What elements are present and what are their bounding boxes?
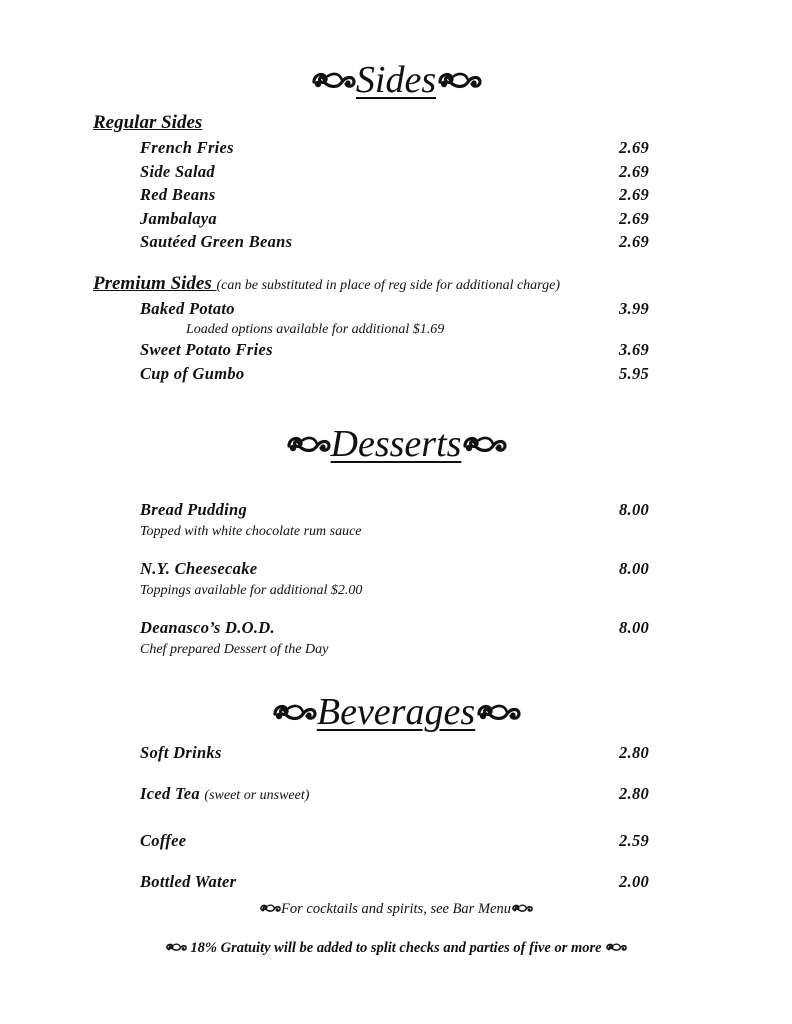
- beverages-heading: [0, 690, 792, 734]
- menu-item-note: (sweet or unsweet): [204, 788, 310, 803]
- menu-item-name: Cup of Gumbo: [140, 364, 245, 383]
- menu-item-description: Loaded options available for additional $1.69: [186, 322, 445, 337]
- scroll-flourish-icon: [310, 68, 356, 92]
- menu-item-price: 2.80: [619, 784, 650, 803]
- menu-item-name: Jambalaya: [140, 209, 217, 228]
- bar-menu-note: For cocktails and spirits, see Bar Menu: [281, 901, 511, 917]
- menu-item-name: [140, 784, 309, 804]
- menu-item-name: Bottled Water: [140, 872, 237, 891]
- menu-item-name: Coffee: [140, 831, 187, 850]
- menu-item-description: Toppings available for additional $2.00: [140, 583, 363, 598]
- menu-item-price: 8.00: [619, 559, 650, 578]
- gratuity-notice: [0, 940, 792, 957]
- scroll-flourish-icon: [259, 902, 281, 914]
- menu-item-price: 2.69: [619, 232, 650, 251]
- menu-item-description: Chef prepared Dessert of the Day: [140, 642, 329, 657]
- scroll-flourish-icon: [285, 432, 331, 456]
- regular-sides-label: Regular Sides: [93, 112, 203, 133]
- premium-sides-label: Premium Sides: [93, 273, 212, 294]
- gratuity-text: 18% Gratuity will be added to split checks and parties of five or more: [190, 940, 602, 956]
- menu-item-price: 5.95: [619, 364, 650, 383]
- menu-item-price: 2.69: [619, 138, 650, 157]
- menu-item-price: 3.69: [619, 340, 650, 359]
- sides-heading: [0, 58, 792, 102]
- menu-item-name: N.Y. Cheesecake: [140, 559, 258, 578]
- scroll-flourish-icon: [461, 432, 507, 456]
- premium-sides-note: (can be substituted in place of reg side for additional charge): [216, 278, 560, 293]
- sides-title: Sides: [355, 59, 437, 101]
- menu-item-name: Sautéed Green Beans: [140, 232, 293, 251]
- menu-item-price: 2.69: [619, 162, 650, 181]
- premium-sides-heading: [93, 273, 560, 295]
- menu-item-name: Red Beans: [140, 185, 216, 204]
- scroll-flourish-icon: [511, 902, 533, 914]
- menu-item-label: Iced Tea: [140, 784, 200, 803]
- menu-item-price: 2.80: [619, 743, 650, 762]
- scroll-flourish-icon: [165, 941, 187, 953]
- menu-item-price: 3.99: [619, 299, 650, 318]
- scroll-flourish-icon: [605, 941, 627, 953]
- menu-item-price: 2.59: [619, 831, 650, 850]
- menu-item-name: Side Salad: [140, 162, 215, 181]
- scroll-flourish-icon: [475, 700, 521, 724]
- menu-item-price: 2.00: [619, 872, 650, 891]
- menu-item-price: 2.69: [619, 185, 650, 204]
- menu-item-name: Baked Potato: [140, 299, 235, 318]
- menu-item-name: Sweet Potato Fries: [140, 340, 273, 359]
- desserts-title: Desserts: [330, 423, 462, 465]
- scroll-flourish-icon: [271, 700, 317, 724]
- menu-item-name: Bread Pudding: [140, 500, 248, 519]
- menu-item-description: Topped with white chocolate rum sauce: [140, 524, 362, 539]
- menu-item-price: 8.00: [619, 618, 650, 637]
- bar-menu-footnote: [0, 901, 792, 918]
- scroll-flourish-icon: [436, 68, 482, 92]
- menu-item-price: 2.69: [619, 209, 650, 228]
- menu-item-price: 8.00: [619, 500, 650, 519]
- menu-item-name: Deanasco’s D.O.D.: [140, 618, 275, 637]
- beverages-title: Beverages: [316, 691, 476, 733]
- menu-item-name: Soft Drinks: [140, 743, 222, 762]
- desserts-heading: [0, 422, 792, 466]
- menu-item-name: French Fries: [140, 138, 234, 157]
